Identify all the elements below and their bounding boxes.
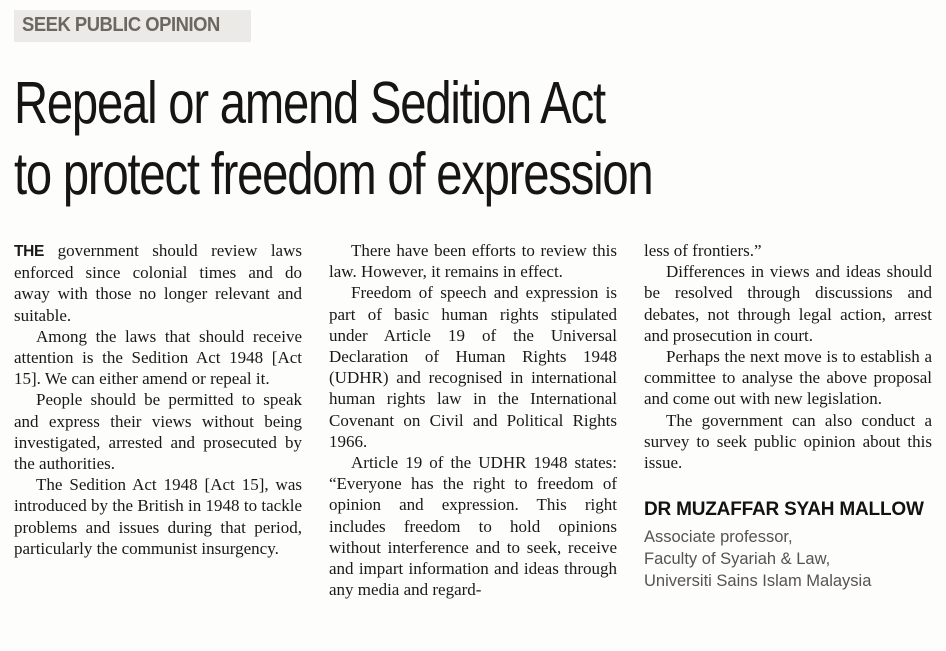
lead-in: THE	[14, 243, 45, 260]
paragraph: Among the laws that should receive attention is the Sedition Act 1948 [Act 15]. We can either amend or repeal it.	[14, 326, 302, 389]
byline-faculty: Faculty of Syariah & Law,	[644, 550, 831, 569]
paragraph: The government can also conduct a survey to seek public opinion about this issue.	[644, 410, 932, 473]
paragraph: less of frontiers.”	[644, 241, 762, 260]
byline-name: DR MUZAFFAR SYAH MALLOW	[644, 499, 924, 521]
byline-university: Universiti Sains Islam Malaysia	[644, 572, 872, 591]
article-column-2	[329, 240, 617, 600]
paragraph: People should be permitted to speak and express their views without being investigated, arrested and prosecuted by the authorities.	[14, 390, 302, 474]
article-column-1	[14, 240, 302, 600]
paragraph: THE government should review laws enforced since colonial times and do away with those no longer relevant and suitable.	[14, 241, 302, 325]
paragraph: The Sedition Act 1948 [Act 15], was introduced by the British in 1948 to tackle problems and issues during that period, particularly the communist insurgency.	[14, 475, 302, 558]
section-kicker-label: SEEK PUBLIC OPINION	[22, 14, 220, 36]
article-headline	[14, 68, 932, 210]
paragraph: Freedom of speech and expression is part of basic human rights stipulated under Article 19 of the Universal Declaration of Human Rights 1948 (UDHR) and recognised in international human rights law in the International Covenant on Civil and Political Rights 1966.	[329, 283, 617, 451]
paragraph: Article 19 of the UDHR 1948 states: “Everyone has the right to freedom of opinion and expression. This right includes freedom to hold opinions without interference and to seek, receive and impart information and ideas through any media and regard-	[329, 453, 617, 600]
paragraph: There have been efforts to review this law. However, it remains in effect.	[329, 241, 617, 282]
paragraph: Perhaps the next move is to establish a committee to analyse the above proposal and come out with new legislation.	[644, 347, 932, 409]
headline-line-1: Repeal or amend Sedition Act	[14, 70, 605, 136]
paragraph: Differences in views and ideas should be resolved through discussions and debates, not through legal action, arrest and prosecution in court.	[644, 262, 932, 345]
byline-block	[644, 499, 932, 592]
section-kicker	[14, 10, 251, 42]
article-column-3	[644, 240, 932, 600]
article-columns	[14, 240, 932, 600]
headline-line-2: to protect freedom of expression	[14, 141, 653, 207]
byline-role: Associate professor,	[644, 528, 793, 547]
